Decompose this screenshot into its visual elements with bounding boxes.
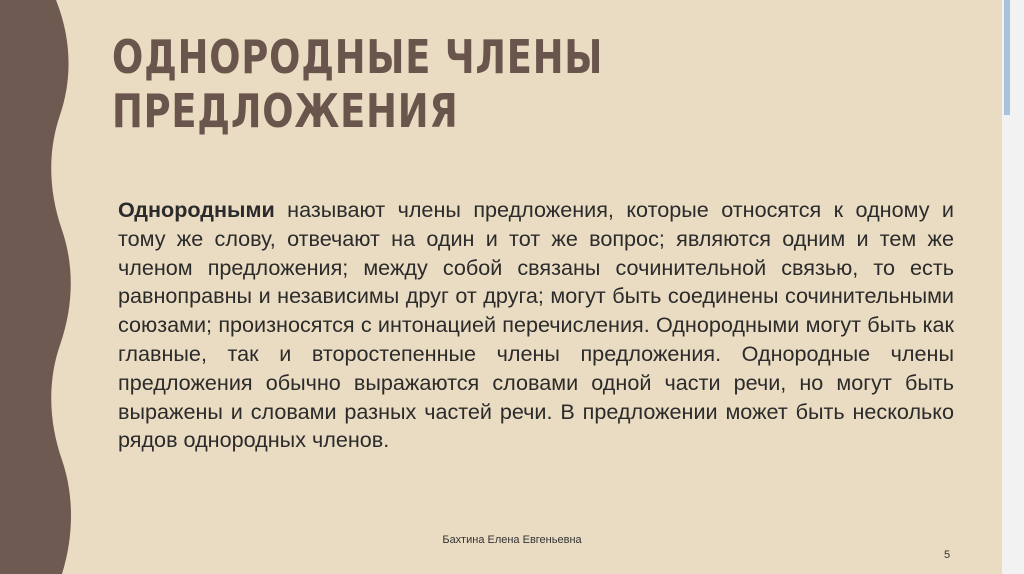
title-line-2: ПРЕДЛОЖЕНИЯ bbox=[112, 84, 459, 138]
body-lead-term: Однородными bbox=[118, 197, 275, 222]
body-rest: называют члены предложения, которые относятся к одному и тому же слову, отвечают на один и тот же вопрос; являются одним и тем же членом предложения; между собой связаны сочинительной связью, то есть равноправны и независимы друг от друга; могут быть соединены сочинительными союзами; произносятся с интонацией перечисления. Однородными могут быть как главные, так и второстепенные члены предложения. Однородные члены предложения обычно выражаются словами одной части речи, но могут быть выражены и словами разных частей речи. В предложении может быть несколько рядов однородных членов. bbox=[118, 197, 954, 453]
decorative-wave-border bbox=[0, 0, 80, 574]
body-paragraph bbox=[118, 196, 954, 455]
right-accent-bar bbox=[1004, 0, 1010, 115]
footer-author: Бахтина Елена Евгеньевна bbox=[442, 534, 582, 546]
page-number: 5 bbox=[944, 549, 951, 561]
slide-title bbox=[112, 30, 768, 138]
title-line-1: ОДНОРОДНЫЕ ЧЛЕНЫ bbox=[112, 30, 604, 84]
